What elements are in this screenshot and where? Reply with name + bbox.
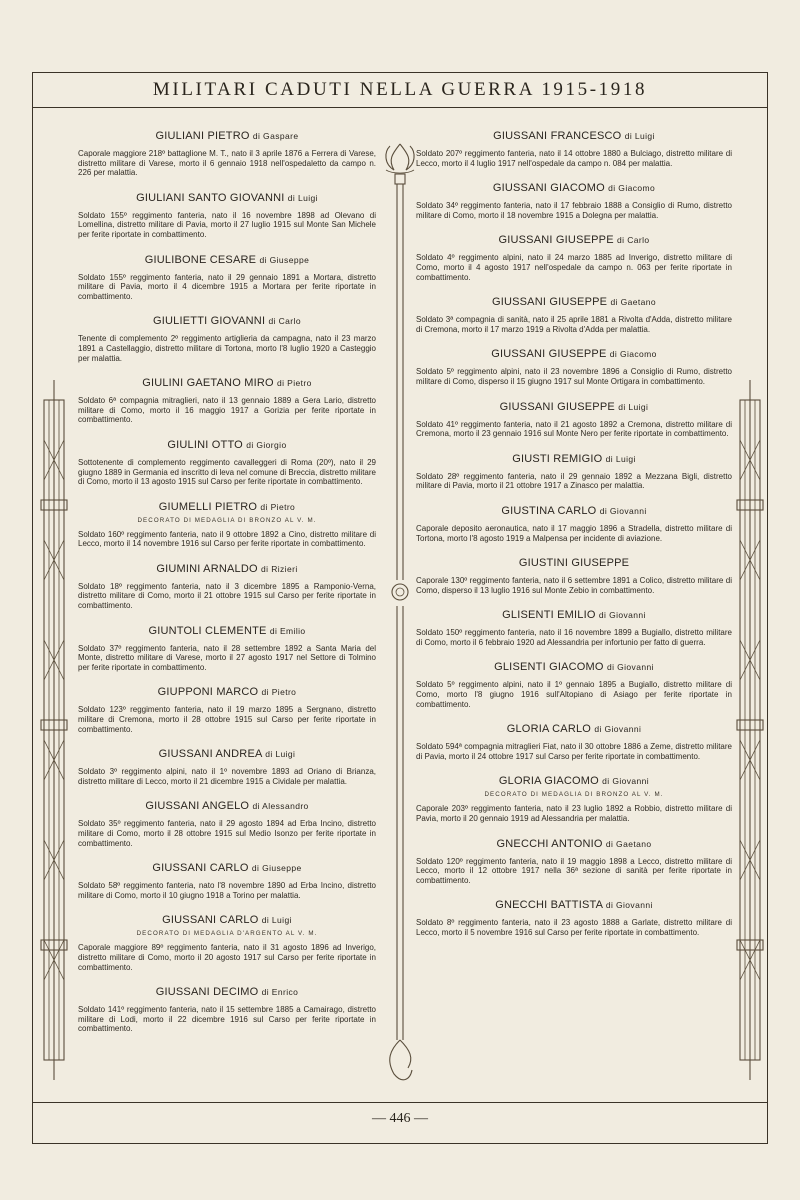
soldier-record: Soldato 3ª compagnia di sanità, nato il 25 aprile 1881 a Rivolta d'Adda, distretto militare di Cremona, morto il 17 marzo 1919 a Rivolta d'Adda per malattia.: [416, 315, 732, 334]
soldier-surname: GIUSSANI GIUSEPPE: [499, 400, 615, 413]
soldier-entry: [416, 296, 732, 334]
soldier-surname: GIUSSANI ANDREA: [158, 748, 262, 761]
medal-note: DECORATO DI MEDAGLIA DI BRONZO AL V. M.: [137, 516, 317, 524]
soldier-parent: di Giovanni: [602, 776, 650, 787]
soldier-entry: [78, 625, 376, 673]
soldier-surname: GIUNTOLI CLEMENTE: [148, 624, 267, 637]
soldier-entry: [416, 661, 732, 709]
soldier-surname: GIUMELLI PIETRO: [158, 500, 258, 513]
soldier-parent: di Carlo: [617, 235, 650, 246]
soldier-parent: di Luigi: [265, 749, 296, 760]
soldier-name: [416, 401, 732, 413]
soldier-parent: di Gaspare: [252, 131, 299, 141]
soldier-record: Soldato 8º reggimento fanteria, nato il 23 agosto 1888 a Garlate, distretto militare di Lecco, morto il 5 novembre 1916 sul Carso per ferite riportate in combattimento.: [416, 918, 732, 937]
soldier-entry: [416, 130, 732, 168]
soldier-parent: di Carlo: [268, 316, 301, 327]
soldier-entry: [416, 234, 732, 282]
soldier-name: [416, 348, 732, 360]
soldier-parent: di Pietro: [277, 378, 312, 389]
soldier-record: Soldato 18º reggimento fanteria, nato il 3 dicembre 1895 a Ramponio-Verna, distretto militare di Como, morto il 21 ottobre 1915 sul Carso per ferite riportate in combattimento.: [78, 581, 376, 611]
soldier-name: [416, 453, 732, 465]
soldier-name: [416, 182, 732, 194]
soldier-record: Soldato 5º reggimento alpini, nato il 23 novembre 1896 a Consiglio di Rumo, distretto militare di Como, disperso il 15 giugno 1917 sul Monte Ortigara in combattimento.: [416, 367, 732, 386]
soldier-entry: [416, 557, 732, 595]
soldier-name: [416, 130, 732, 142]
left-fasces-ornament: [36, 380, 72, 1080]
soldier-name: [78, 748, 376, 760]
center-torch-ornament: [380, 140, 420, 1090]
soldier-surname: GIUSSANI CARLO: [152, 862, 249, 875]
soldier-parent: di Giovanni: [605, 900, 653, 911]
soldier-record: Caporale 130º reggimento fanteria, nato il 6 settembre 1891 a Colico, distretto militare di Como, disperso il 13 luglio 1916 sul Monte Zebio in combattimento.: [416, 576, 732, 595]
soldier-entry: [416, 723, 732, 761]
soldier-entry: [416, 609, 732, 647]
soldier-entry: [78, 748, 376, 786]
soldier-entry: [416, 453, 732, 491]
soldier-record: Soldato 160º reggimento fanteria, nato il 9 ottobre 1892 a Cino, distretto militare di Lecco, morto il 14 novembre 1916 sul Carso per ferite riportate in combattimento.: [78, 529, 376, 549]
soldier-surname: GLORIA GIACOMO: [498, 775, 599, 788]
soldier-record: Tenente di complemento 2º reggimento artiglieria da campagna, nato il 23 marzo 1891 a Castellaggio, distretto militare di Tortona, morto l'8 luglio 1920 a Casteggio per malattia.: [78, 334, 376, 363]
soldier-name: [78, 377, 376, 389]
soldier-surname: GIUSSANI GIUSEPPE: [491, 348, 607, 361]
soldier-surname: GIUSTI REMIGIO: [512, 452, 603, 465]
soldier-record: Soldato 4º reggimento alpini, nato il 24 marzo 1885 ad Inverigo, distretto militare di Como, morto il 4 agosto 1917 nell'ospedale da campo n. 063 per ferite riportate in combattimento.: [416, 253, 732, 282]
page-header: [32, 72, 768, 108]
soldier-parent: di Giovanni: [598, 610, 646, 621]
left-column: [78, 130, 376, 1048]
soldier-parent: di Gaetano: [605, 838, 652, 849]
soldier-entry: [78, 914, 376, 972]
soldier-name: [416, 775, 732, 787]
soldier-record: Soldato 34º reggimento fanteria, nato il 17 febbraio 1888 a Consiglio di Rumo, distretto militare di Como, morto il 18 novembre 1915 a Dolegna per malattia.: [416, 201, 732, 220]
page-number: — 446 —: [372, 1111, 428, 1126]
soldier-parent: di Alessandro: [252, 801, 309, 812]
page-title: MILITARI CADUTI NELLA GUERRA 1915-1918: [152, 78, 648, 100]
right-fasces-ornament: [732, 380, 768, 1080]
soldier-name: [416, 838, 732, 850]
soldier-parent: di Enrico: [261, 987, 299, 998]
soldier-record: Soldato 155º reggimento fanteria, nato il 29 gennaio 1891 a Mortara, distretto militare di Pavia, morto il 4 dicembre 1915 a Mortara per ferite riportate in combattimento.: [78, 272, 376, 301]
soldier-name: [416, 234, 732, 246]
soldier-entry: [78, 439, 376, 487]
soldier-surname: GIULINI OTTO: [167, 438, 243, 451]
soldier-record: Caporale deposito aeronautica, nato il 17 maggio 1896 a Stradella, distretto militare di Tortona, morto l'8 agosto 1919 a Malpensa per incidente di aviazione.: [416, 523, 732, 543]
soldier-surname: GLISENTI EMILIO: [502, 609, 596, 622]
soldier-name: [78, 625, 376, 637]
soldier-surname: GNECCHI ANTONIO: [496, 837, 603, 850]
soldier-name: [78, 130, 376, 142]
soldier-entry: [416, 775, 732, 823]
soldier-name: [78, 563, 376, 575]
soldier-name: [416, 557, 732, 569]
soldier-surname: GIULIANI SANTO GIOVANNI: [136, 191, 285, 204]
soldier-record: Soldato 6ª compagnia mitraglieri, nato il 13 gennaio 1889 a Gera Lario, distretto militare di Como, morto il 16 maggio 1917 a Gorizia per ferite riportate in combattimento.: [78, 396, 376, 425]
soldier-surname: GNECCHI BATTISTA: [495, 899, 603, 912]
soldier-name: [78, 914, 376, 926]
soldier-name: [416, 899, 732, 911]
soldier-record: Soldato 150º reggimento fanteria, nato il 16 novembre 1899 a Bugiallo, distretto militare di Como, morto il 6 febbraio 1920 ad Alessandria per infortunio per fatto di guerra.: [416, 628, 732, 647]
soldier-entry: [416, 899, 732, 937]
soldier-name: [78, 501, 376, 513]
soldier-surname: GIUSSANI GIUSEPPE: [491, 296, 608, 309]
soldier-entry: [78, 686, 376, 734]
soldier-record: Sottotenente di complemento reggimento cavalleggeri di Roma (20º), nato il 29 giugno 1889 in Germania ed inscritto di leva nel comune di Breccia, distretto militare di Como, morto il 13 agosto 1915 sul Carso per ferite riportate in combattimento.: [78, 457, 376, 487]
soldier-entry: [78, 377, 376, 425]
soldier-record: Soldato 5º reggimento alpini, nato il 1º gennaio 1895 a Bugiallo, distretto militare di Como, morto l'8 giugno 1916 sull'Altopiano di Asiago per ferite riportate in combattimento.: [416, 680, 732, 709]
soldier-entry: [78, 192, 376, 240]
soldier-surname: GIUPPONI MARCO: [157, 686, 259, 699]
soldier-parent: di Luigi: [287, 192, 318, 203]
soldier-record: Soldato 37º reggimento fanteria, nato il 28 settembre 1892 a Santa Maria del Monte, distretto militare di Varese, morto il 27 agosto 1917 nel Settore di Tolmino per ferite riportate in combattimento.: [78, 643, 376, 672]
soldier-surname: GIUSSANI ANGELO: [145, 800, 250, 813]
soldier-entry: [78, 254, 376, 302]
soldier-parent: di Pietro: [260, 501, 296, 512]
soldier-name: [416, 505, 732, 517]
soldier-entry: [416, 838, 732, 886]
soldier-parent: di Emilio: [269, 625, 306, 636]
soldier-parent: di Pietro: [261, 687, 297, 698]
soldier-name: [416, 609, 732, 621]
soldier-parent: di Giacomo: [609, 349, 657, 360]
soldier-record: Soldato 28º reggimento fanteria, nato il 29 gennaio 1892 a Mezzana Bigli, distretto militare di Pavia, morto il 21 ottobre 1917 a Zinasco per malattia.: [416, 471, 732, 491]
soldier-name: [78, 439, 376, 451]
soldier-record: Soldato 58º reggimento fanteria, nato l'8 novembre 1890 ad Erba Incino, distretto militare di Como, morto il 10 giugno 1918 a Torino per malattia.: [78, 881, 376, 900]
soldier-record: Soldato 41º reggimento fanteria, nato il 21 agosto 1892 a Cremona, distretto militare di Cremona, morto il 23 gennaio 1916 sul Monte Nero per ferite riportate in combattimento.: [416, 419, 732, 439]
soldier-entry: [78, 130, 376, 178]
soldier-record: Caporale maggiore 218º battaglione M. T., nato il 3 aprile 1876 a Ferrera di Varese, distretto militare di Varese, morto il 6 gennaio 1918 nell'ospedaletto da campo n. 226 per malattia.: [78, 149, 376, 178]
soldier-surname: GIUSSANI CARLO: [162, 914, 259, 927]
soldier-parent: di Gaetano: [610, 297, 657, 308]
soldier-surname: GLORIA CARLO: [506, 723, 592, 736]
soldier-record: Soldato 120º reggimento fanteria, nato il 19 maggio 1898 a Lecco, distretto militare di Lecco, morto il 12 ottobre 1917 nella 36ª sezione di sanità per ferite riportate in combattimento.: [416, 856, 732, 885]
soldier-parent: di Giuseppe: [259, 254, 310, 265]
soldier-name: [78, 862, 376, 874]
soldier-surname: GIUSSANI DECIMO: [155, 986, 259, 999]
soldier-record: Soldato 594ª compagnia mitraglieri Fiat, nato il 30 ottobre 1886 a Zeme, distretto militare di Pavia, morto il 24 ottobre 1917 sul Carso per ferite riportate in combattimento.: [416, 742, 732, 761]
medal-note: DECORATO DI MEDAGLIA DI BRONZO AL V. M.: [484, 791, 664, 799]
soldier-name: [78, 800, 376, 812]
soldier-surname: GIULIETTI GIOVANNI: [153, 315, 266, 328]
soldier-surname: GIULIANI PIETRO: [155, 130, 250, 142]
soldier-parent: di Giorgio: [246, 439, 287, 450]
soldier-entry: [78, 563, 376, 611]
soldier-parent: di Giovanni: [606, 662, 654, 673]
soldier-surname: GIUMINI ARNALDO: [156, 562, 258, 575]
soldier-surname: GIUSTINA CARLO: [501, 504, 597, 517]
soldier-parent: di Luigi: [624, 131, 655, 141]
soldier-record: Soldato 123º reggimento fanteria, nato il 19 marzo 1895 a Sergnano, distretto militare di Cremona, morto il 28 ottobre 1915 sul Carso per ferite riportate in combattimento.: [78, 705, 376, 734]
soldier-entry: [78, 501, 376, 549]
soldier-surname: GIUSSANI GIUSEPPE: [498, 234, 614, 247]
soldier-name: [416, 661, 732, 673]
soldier-parent: di Luigi: [605, 453, 636, 464]
soldier-parent: di Luigi: [618, 401, 649, 412]
soldier-record: Soldato 155º reggimento fanteria, nato il 16 novembre 1898 ad Olevano di Lomellina, distretto militare di Pavia, morto il 27 luglio 1915 sul Monte San Michele per ferite riportate in combattimento.: [78, 210, 376, 239]
soldier-parent: di Giovanni: [599, 505, 647, 516]
soldier-surname: GIUSSANI GIACOMO: [492, 182, 605, 195]
soldier-entry: [78, 800, 376, 848]
soldier-parent: di Rizieri: [261, 563, 298, 574]
soldier-name: [78, 686, 376, 698]
footer-rule: [32, 1102, 768, 1103]
soldier-record: Soldato 3º reggimento alpini, nato il 1º novembre 1893 ad Oriano di Brianza, distretto militare di Lecco, morto il 21 dicembre 1915 a Cividale per malattia.: [78, 767, 376, 786]
soldier-entry: [78, 862, 376, 900]
soldier-surname: GIUSSANI FRANCESCO: [493, 130, 622, 142]
soldier-name: [416, 723, 732, 735]
soldier-surname: GIULIBONE CESARE: [144, 253, 257, 266]
soldier-name: [78, 315, 376, 327]
soldier-parent: di Giovanni: [594, 724, 642, 735]
soldier-name: [416, 296, 732, 308]
soldier-parent: di Giacomo: [608, 183, 656, 194]
soldier-name: [78, 254, 376, 266]
soldier-name: [78, 192, 376, 204]
soldier-record: Soldato 35º reggimento fanteria, nato il 29 agosto 1894 ad Erba Incino, distretto militare di Como, morto il 28 ottobre 1915 sul Medio Isonzo per ferite riportate in combattimento.: [78, 819, 376, 848]
soldier-entry: [416, 348, 732, 386]
soldier-entry: [416, 505, 732, 543]
soldier-entry: [78, 986, 376, 1034]
soldier-entry: [416, 182, 732, 220]
soldier-surname: GIULINI GAETANO MIRO: [142, 377, 274, 390]
right-column: [416, 130, 732, 952]
soldier-surname: GLISENTI GIACOMO: [494, 661, 604, 674]
soldier-name: [78, 986, 376, 998]
soldier-entry: [416, 401, 732, 439]
soldier-entry: [78, 315, 376, 363]
medal-note: DECORATO DI MEDAGLIA D'ARGENTO AL V. M.: [136, 930, 318, 938]
soldier-parent: di Giuseppe: [251, 863, 302, 874]
soldier-record: Soldato 207º reggimento fanteria, nato il 14 ottobre 1880 a Bulciago, distretto militare di Lecco, morto il 4 luglio 1917 nell'ospedale da campo n. 084 per malattia.: [416, 149, 732, 168]
soldier-surname: GIUSTINI GIUSEPPE: [518, 557, 630, 570]
soldier-record: Soldato 141º reggimento fanteria, nato il 15 settembre 1885 a Camairago, distretto militare di Lodi, morto il 22 dicembre 1916 sul Carso per ferite riportate in combattimento.: [78, 1005, 376, 1034]
soldier-record: Caporale maggiore 89º reggimento fanteria, nato il 31 agosto 1896 ad Inverigo, distretto militare di Como, morto il 20 agosto 1917 sul Carso per ferite riportate in combattimento.: [78, 943, 376, 972]
soldier-parent: di Luigi: [261, 915, 292, 926]
soldier-record: Caporale 203º reggimento fanteria, nato il 23 luglio 1892 a Robbio, distretto militare di Pavia, morto il 20 gennaio 1919 ad Alessandria per malattia.: [416, 804, 732, 824]
